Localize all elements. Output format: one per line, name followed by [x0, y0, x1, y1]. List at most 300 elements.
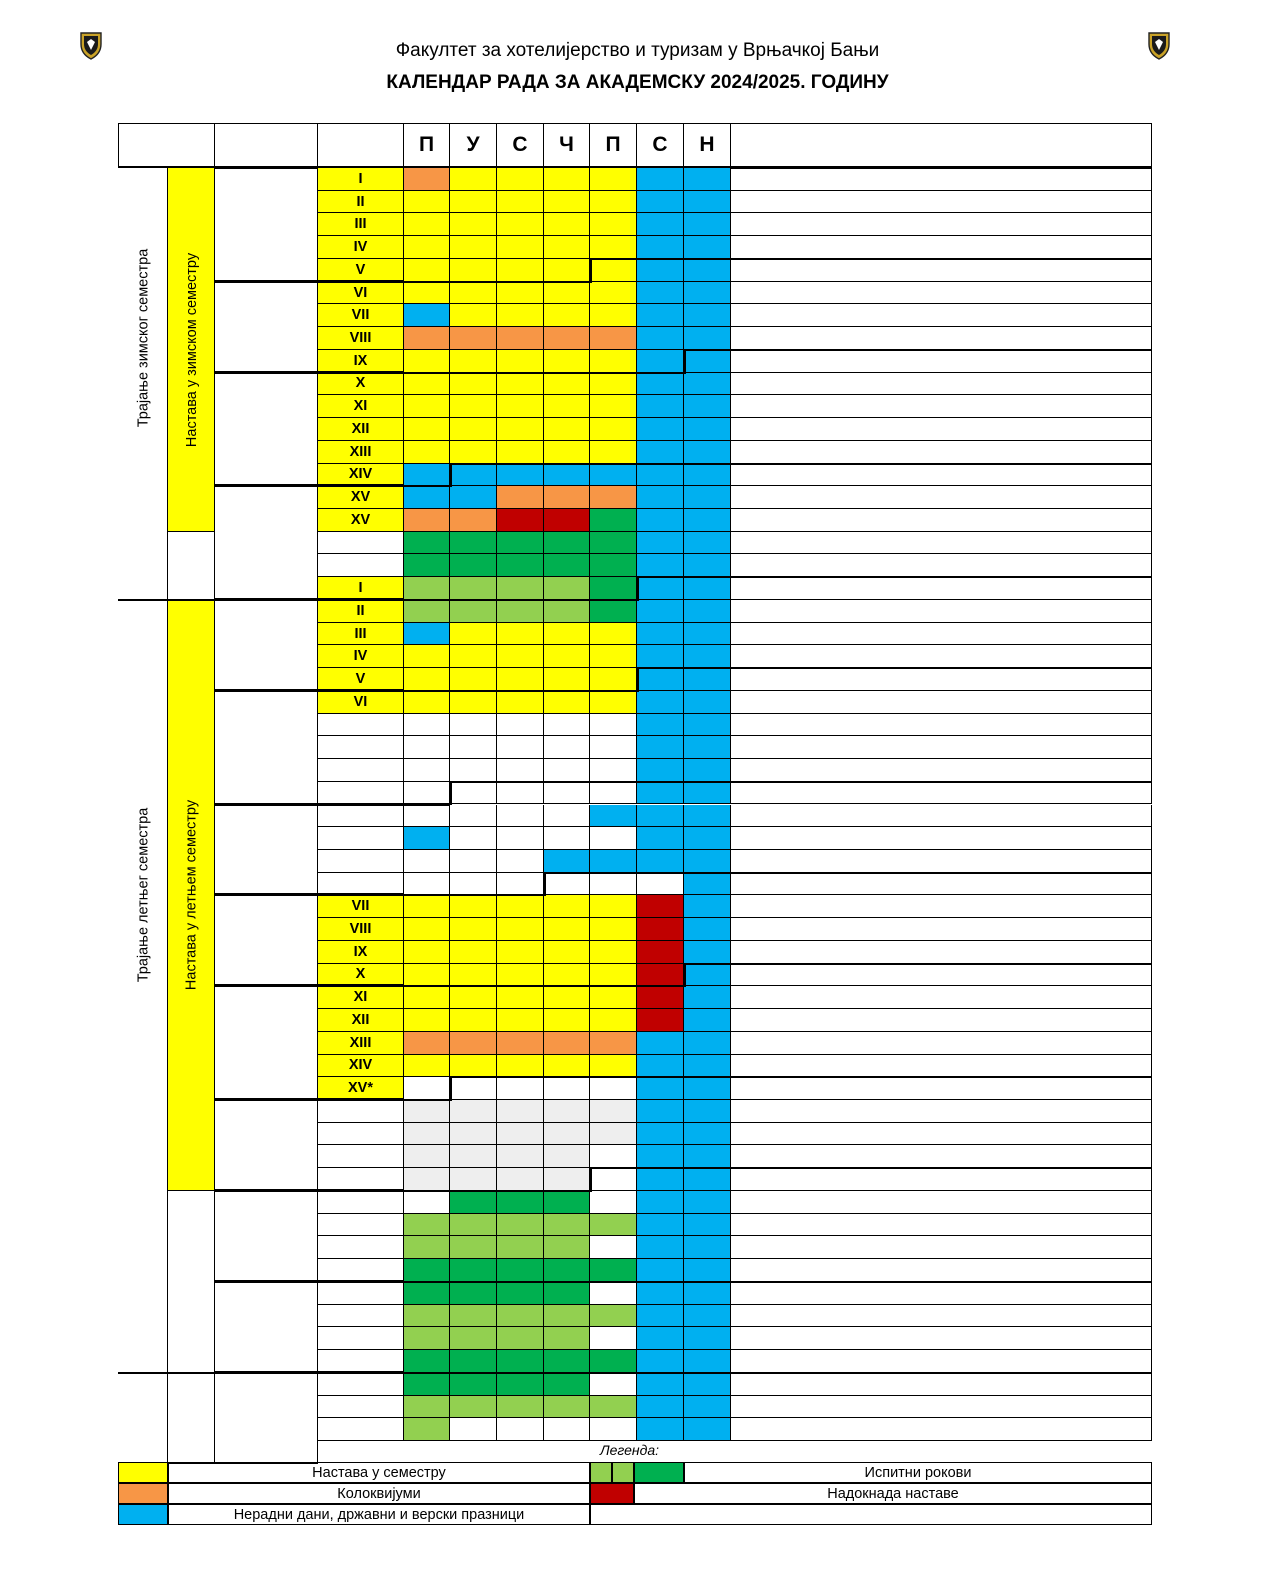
- day-cell: [590, 1350, 637, 1373]
- week-cell: [318, 191, 404, 214]
- day-cell: [497, 259, 544, 282]
- day-cell: [637, 645, 684, 668]
- day-cell: [590, 373, 637, 396]
- day-cell: [404, 350, 450, 373]
- week-cell: [318, 714, 404, 737]
- day-cell: [404, 464, 450, 487]
- week-label: VII: [351, 307, 370, 324]
- activity-cell: [731, 532, 1152, 555]
- week-cell: [318, 168, 404, 191]
- day-cell: [684, 213, 731, 236]
- day-cell: [590, 1123, 637, 1146]
- day-cell: [450, 395, 497, 418]
- day-cell: [684, 1305, 731, 1328]
- day-cell: [450, 373, 497, 396]
- day-cell: [590, 623, 637, 646]
- activity-cell: [731, 1123, 1152, 1146]
- day-cell: [497, 782, 544, 805]
- day-cell: [684, 1055, 731, 1078]
- month-cell: [215, 895, 318, 986]
- day-cell: [450, 1259, 497, 1282]
- day-cell: [497, 554, 544, 577]
- header-activities: [731, 123, 1152, 168]
- day-cell: [590, 1236, 637, 1259]
- activity-cell: [731, 1396, 1152, 1419]
- day-cell: [497, 1350, 544, 1373]
- activity-cell: [731, 714, 1152, 737]
- day-cell: [404, 373, 450, 396]
- day-cell: [404, 532, 450, 555]
- faculty-logo-right: [1147, 30, 1171, 60]
- day-cell: [684, 464, 731, 487]
- day-cell: [404, 1373, 450, 1396]
- legend-label-teaching: Настава у семестру: [168, 1462, 590, 1483]
- day-cell: [450, 327, 497, 350]
- day-cell: [637, 1259, 684, 1282]
- day-cell: [497, 327, 544, 350]
- day-cell: [637, 509, 684, 532]
- semester-blank: [118, 1373, 168, 1464]
- activity-cell: [731, 1214, 1152, 1237]
- week-label: II: [356, 602, 365, 619]
- day-cell: [497, 532, 544, 555]
- activity-cell: [731, 554, 1152, 577]
- week-label: XIII: [349, 1034, 372, 1051]
- day-cell: [637, 236, 684, 259]
- legend-swatch-orange: [118, 1483, 168, 1504]
- day-cell: [450, 418, 497, 441]
- day-cell: [684, 1145, 731, 1168]
- day-cell: [637, 168, 684, 191]
- day-cell: [450, 714, 497, 737]
- day-cell: [590, 782, 637, 805]
- day-cell: [497, 986, 544, 1009]
- week-cell: [318, 1327, 404, 1350]
- day-cell: [450, 873, 497, 896]
- activity-cell: [731, 1236, 1152, 1259]
- winter-duration-label: Трајање зимског семестра: [135, 249, 151, 428]
- day-cell: [404, 805, 450, 828]
- week-label: III: [354, 216, 367, 233]
- day-cell: [684, 964, 731, 987]
- day-cell: [590, 577, 637, 600]
- day-cell: [404, 873, 450, 896]
- day-cell: [590, 736, 637, 759]
- day-cell: [684, 895, 731, 918]
- legend-title: Легенда:: [600, 1442, 660, 1458]
- day-cell: [684, 986, 731, 1009]
- week-cell: [318, 668, 404, 691]
- activity-cell: [731, 213, 1152, 236]
- week-label: XI: [353, 989, 368, 1006]
- week-label: VII: [351, 898, 370, 915]
- week-cell: [318, 1305, 404, 1328]
- week-cell: [318, 645, 404, 668]
- day-cell: [637, 895, 684, 918]
- day-cell: [450, 554, 497, 577]
- day-cell: [544, 1327, 590, 1350]
- day-cell: [404, 1168, 450, 1191]
- week-cell: [318, 805, 404, 828]
- week-cell: [318, 304, 404, 327]
- week-label: VIII: [349, 329, 372, 346]
- week-label: VI: [353, 693, 368, 710]
- day-cell: [450, 941, 497, 964]
- day-cell: [450, 168, 497, 191]
- week-label: I: [358, 170, 363, 187]
- day-cell: [544, 600, 590, 623]
- day-cell: [497, 350, 544, 373]
- day-cell: [544, 282, 590, 305]
- day-cell: [684, 918, 731, 941]
- day-cell: [684, 645, 731, 668]
- day-cell: [637, 827, 684, 850]
- day-cell: [590, 191, 637, 214]
- day-cell: [637, 1214, 684, 1237]
- day-cell: [404, 168, 450, 191]
- day-cell: [590, 1327, 637, 1350]
- day-cell: [404, 1282, 450, 1305]
- day-cell: [684, 941, 731, 964]
- day-cell: [590, 1282, 637, 1305]
- day-cell: [544, 1396, 590, 1419]
- day-cell: [684, 1259, 731, 1282]
- day-cell: [684, 1214, 731, 1237]
- day-cell: [450, 759, 497, 782]
- day-cell: [590, 282, 637, 305]
- day-cell: [544, 1282, 590, 1305]
- day-cell: [450, 986, 497, 1009]
- activity-cell: [731, 1282, 1152, 1305]
- day-cell: [544, 259, 590, 282]
- activity-cell: [731, 941, 1152, 964]
- day-cell: [637, 532, 684, 555]
- day-cell: [590, 1396, 637, 1419]
- day-cell: [544, 373, 590, 396]
- legend-blank: [590, 1504, 1152, 1525]
- day-cell: [450, 1032, 497, 1055]
- week-label: III: [354, 625, 367, 642]
- day-cell: [684, 327, 731, 350]
- day-cell: [497, 282, 544, 305]
- activity-cell: [731, 895, 1152, 918]
- day-cell: [590, 1100, 637, 1123]
- week-cell: [318, 759, 404, 782]
- week-label: V: [355, 670, 366, 687]
- day-cell: [404, 645, 450, 668]
- day-cell: [684, 714, 731, 737]
- day-cell: [684, 1282, 731, 1305]
- day-cell: [684, 691, 731, 714]
- day-cell: [590, 964, 637, 987]
- week-cell: [318, 373, 404, 396]
- day-cell: [450, 486, 497, 509]
- day-cell: [684, 1009, 731, 1032]
- week-cell: [318, 1032, 404, 1055]
- week-cell: [318, 577, 404, 600]
- day-cell: [544, 304, 590, 327]
- week-cell: [318, 691, 404, 714]
- week-cell: [318, 554, 404, 577]
- week-cell: [318, 1055, 404, 1078]
- day-cell: [544, 805, 590, 828]
- activity-cell: [731, 782, 1152, 805]
- header-day: П: [590, 123, 637, 168]
- day-cell: [684, 577, 731, 600]
- day-cell: [497, 600, 544, 623]
- day-cell: [637, 850, 684, 873]
- day-cell: [684, 191, 731, 214]
- day-cell: [497, 464, 544, 487]
- day-cell: [684, 304, 731, 327]
- week-label: XV*: [348, 1080, 373, 1097]
- day-cell: [497, 827, 544, 850]
- activity-cell: [731, 1327, 1152, 1350]
- day-cell: [637, 759, 684, 782]
- week-cell: [318, 1145, 404, 1168]
- day-cell: [544, 645, 590, 668]
- day-cell: [450, 304, 497, 327]
- day-cell: [404, 213, 450, 236]
- day-cell: [684, 782, 731, 805]
- day-cell: [684, 509, 731, 532]
- activity-cell: [731, 1055, 1152, 1078]
- week-cell: [318, 1123, 404, 1146]
- day-cell: [404, 1055, 450, 1078]
- legend-label-colloquia: Колоквијуми: [168, 1483, 590, 1504]
- day-cell: [544, 1168, 590, 1191]
- day-cell: [637, 1100, 684, 1123]
- day-cell: [684, 1373, 731, 1396]
- activity-cell: [731, 464, 1152, 487]
- day-cell: [544, 964, 590, 987]
- day-cell: [637, 1350, 684, 1373]
- day-cell: [544, 1236, 590, 1259]
- day-cell: [544, 1259, 590, 1282]
- day-cell: [637, 736, 684, 759]
- day-cell: [404, 1327, 450, 1350]
- day-cell: [404, 1214, 450, 1237]
- day-cell: [590, 464, 637, 487]
- day-cell: [450, 668, 497, 691]
- legend-swatch-yellow: [118, 1462, 168, 1483]
- day-cell: [684, 282, 731, 305]
- day-cell: [590, 873, 637, 896]
- day-cell: [497, 1236, 544, 1259]
- day-cell: [637, 441, 684, 464]
- winter-teaching-label: Настава у зимском семестру: [183, 252, 200, 447]
- day-cell: [497, 941, 544, 964]
- day-cell: [590, 1305, 637, 1328]
- day-cell: [497, 668, 544, 691]
- day-cell: [544, 759, 590, 782]
- day-cell: [404, 1350, 450, 1373]
- day-cell: [590, 1032, 637, 1055]
- day-cell: [497, 964, 544, 987]
- day-cell: [450, 1396, 497, 1419]
- legend-swatch-green: [634, 1462, 684, 1483]
- week-cell: [318, 441, 404, 464]
- day-cell: [590, 554, 637, 577]
- day-cell: [590, 986, 637, 1009]
- day-cell: [590, 532, 637, 555]
- month-cell: [215, 1282, 318, 1373]
- day-cell: [590, 441, 637, 464]
- day-cell: [684, 623, 731, 646]
- day-cell: [497, 486, 544, 509]
- header-day: Н: [684, 123, 731, 168]
- week-label: XIV: [348, 466, 373, 483]
- day-cell: [637, 464, 684, 487]
- month-cell: [215, 282, 318, 373]
- week-cell: [318, 350, 404, 373]
- day-cell: [497, 805, 544, 828]
- day-cell: [497, 1145, 544, 1168]
- week-cell: [318, 1077, 404, 1100]
- legend-swatch-blue: [118, 1504, 168, 1525]
- day-cell: [497, 1373, 544, 1396]
- day-cell: [450, 213, 497, 236]
- day-cell: [497, 736, 544, 759]
- day-cell: [590, 1214, 637, 1237]
- day-cell: [544, 850, 590, 873]
- month-cell: [215, 168, 318, 282]
- month-cell: [215, 486, 318, 600]
- day-cell: [590, 236, 637, 259]
- day-cell: [684, 532, 731, 555]
- day-cell: [404, 691, 450, 714]
- day-cell: [590, 714, 637, 737]
- week-cell: [318, 1214, 404, 1237]
- day-cell: [544, 577, 590, 600]
- day-cell: [637, 600, 684, 623]
- day-cell: [544, 395, 590, 418]
- day-cell: [544, 1373, 590, 1396]
- day-cell: [684, 1100, 731, 1123]
- day-cell: [590, 1191, 637, 1214]
- day-cell: [637, 554, 684, 577]
- day-cell: [404, 1396, 450, 1419]
- day-cell: [590, 1145, 637, 1168]
- day-cell: [497, 1191, 544, 1214]
- day-cell: [544, 554, 590, 577]
- activity-cell: [731, 1100, 1152, 1123]
- day-cell: [544, 327, 590, 350]
- day-cell: [637, 986, 684, 1009]
- day-cell: [450, 850, 497, 873]
- day-cell: [404, 554, 450, 577]
- activity-cell: [731, 736, 1152, 759]
- day-cell: [590, 509, 637, 532]
- day-cell: [544, 486, 590, 509]
- day-cell: [637, 577, 684, 600]
- day-cell: [590, 918, 637, 941]
- summer-teaching-label: Настава у летњем семестру: [183, 800, 200, 991]
- day-cell: [404, 509, 450, 532]
- month-cell: [215, 600, 318, 691]
- day-cell: [544, 668, 590, 691]
- day-cell: [637, 805, 684, 828]
- day-cell: [637, 964, 684, 987]
- day-cell: [544, 1305, 590, 1328]
- day-cell: [404, 895, 450, 918]
- day-cell: [637, 873, 684, 896]
- week-cell: [318, 327, 404, 350]
- day-cell: [684, 1327, 731, 1350]
- day-cell: [684, 1396, 731, 1419]
- day-cell: [450, 1191, 497, 1214]
- activity-cell: [731, 1009, 1152, 1032]
- day-cell: [590, 327, 637, 350]
- day-cell: [544, 1123, 590, 1146]
- activity-cell: [731, 1418, 1152, 1441]
- day-cell: [544, 1350, 590, 1373]
- activity-cell: [731, 623, 1152, 646]
- day-cell: [590, 941, 637, 964]
- day-cell: [497, 1009, 544, 1032]
- day-cell: [544, 464, 590, 487]
- month-cell: [215, 986, 318, 1100]
- day-cell: [684, 736, 731, 759]
- day-cell: [544, 532, 590, 555]
- day-cell: [450, 964, 497, 987]
- day-cell: [637, 1305, 684, 1328]
- day-cell: [404, 1259, 450, 1282]
- day-cell: [637, 259, 684, 282]
- day-cell: [497, 509, 544, 532]
- day-cell: [404, 714, 450, 737]
- week-cell: [318, 486, 404, 509]
- week-cell: [318, 827, 404, 850]
- day-cell: [684, 350, 731, 373]
- week-cell: [318, 236, 404, 259]
- day-cell: [544, 168, 590, 191]
- day-cell: [450, 441, 497, 464]
- day-cell: [404, 668, 450, 691]
- day-cell: [637, 418, 684, 441]
- week-label: XIII: [349, 443, 372, 460]
- activity-cell: [731, 827, 1152, 850]
- day-cell: [404, 304, 450, 327]
- day-cell: [544, 782, 590, 805]
- week-cell: [318, 282, 404, 305]
- day-cell: [637, 1236, 684, 1259]
- day-cell: [450, 805, 497, 828]
- legend-label-makeup: Надокнада наставе: [634, 1483, 1152, 1504]
- day-cell: [544, 1145, 590, 1168]
- day-cell: [637, 350, 684, 373]
- day-cell: [684, 486, 731, 509]
- day-cell: [404, 1100, 450, 1123]
- day-cell: [450, 600, 497, 623]
- activity-cell: [731, 1145, 1152, 1168]
- day-cell: [450, 1100, 497, 1123]
- week-label: IX: [353, 352, 368, 369]
- activity-cell: [731, 1305, 1152, 1328]
- activity-cell: [731, 1259, 1152, 1282]
- week-cell: [318, 1396, 404, 1419]
- day-cell: [544, 191, 590, 214]
- activity-cell: [731, 327, 1152, 350]
- day-cell: [497, 1032, 544, 1055]
- day-cell: [497, 1259, 544, 1282]
- day-cell: [637, 1282, 684, 1305]
- day-cell: [637, 1191, 684, 1214]
- day-cell: [637, 282, 684, 305]
- header-month: [215, 123, 318, 168]
- week-cell: [318, 464, 404, 487]
- day-cell: [637, 327, 684, 350]
